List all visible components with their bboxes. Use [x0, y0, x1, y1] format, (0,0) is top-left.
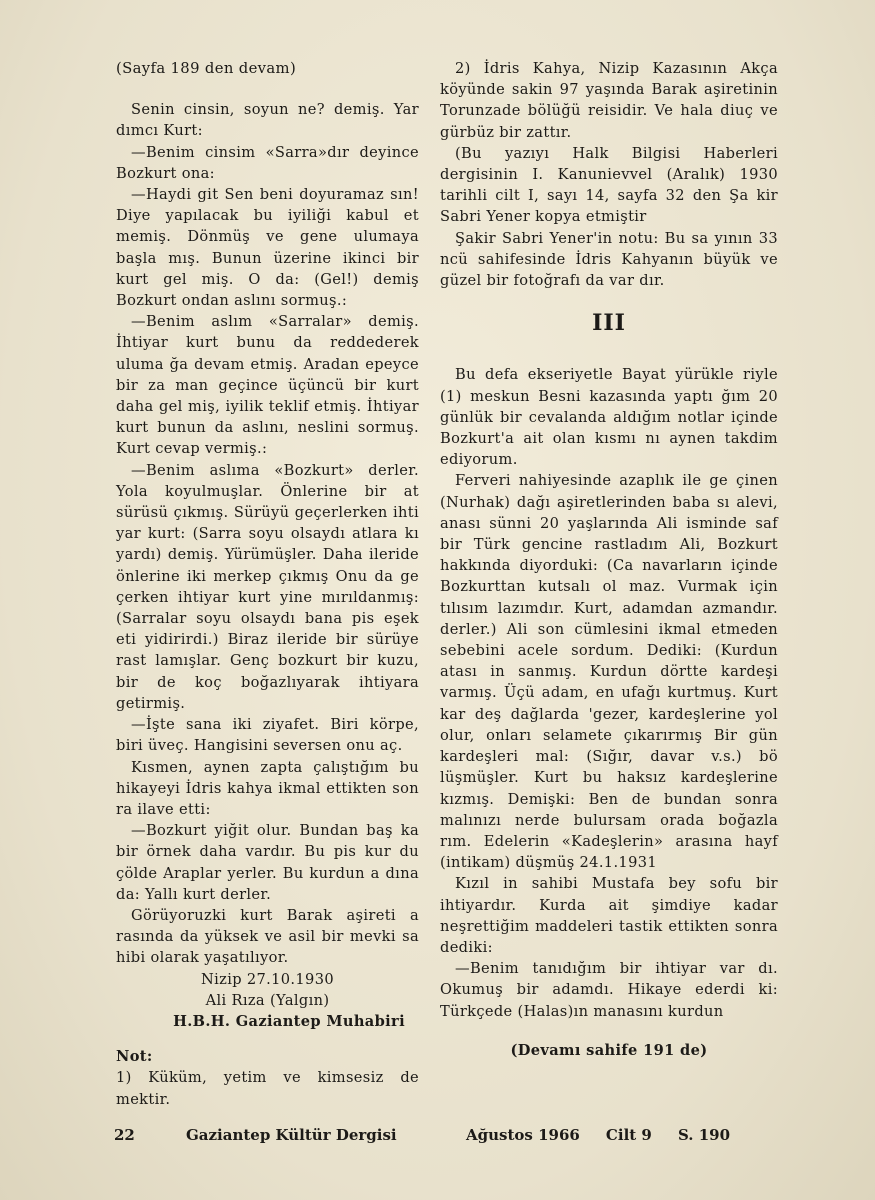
magazine-title: Gaziantep Kültür Dergisi [186, 1126, 397, 1144]
paragraph: —Benim aslıma «Bozkurt» derler. Yola koyulmuşlar. Önlerine bir at sürüsü çıkmış. Sürüyü geçerlerken ihti yar kurt: (Sarra soyu olsaydı atlara kı yardı) demiş. Yürümüşler. Daha ileride önlerine iki merkep çıkmış Onu da ge çerken ihtiyar kurt yine mırıldanmış: (Sarralar soyu olsaydı bana pis eşek eti yidirirdi.) Biraz ileride bir sürüye rast lamışlar. Genç bozkurt bir kuzu, bir de koç boğazlıyarak ihtiyara getirmiş. [116, 461, 419, 712]
signature-place-date: Nizip 27.10.1930 [201, 970, 334, 988]
continued-from-header: (Sayfa 189 den devam) [116, 60, 297, 77]
source-paragraph: (Bu yazıyı Halk Bilgisi Haberleri dergisinin I. Kanunievvel (Aralık) 1930 tarihli cilt I, sayı 14, sayfa 32 den Şa kir Sabri Yener kopya etmiştir [440, 144, 778, 226]
paragraph: —İşte sana iki ziyafet. Biri körpe, biri üveç. Hangisini seversen onu аç. [116, 716, 419, 755]
left-column [116, 58, 419, 1110]
issue-info: Ağustos 1966 Cilt 9 S. 190 [466, 1126, 731, 1144]
paragraph: Kısmen, aynen zapta çalıştığım bu hikayeyi İdris kahya ikmal ettikten son ra ilave etti: [116, 758, 419, 818]
paragraph: —Bozkurt yiğit olur. Bundan baş ka bir örnek daha vardır. Bu pis kur du çölde Araplar yerler. Bu kurdun a dına da: Yallı kurt derler. [116, 822, 419, 903]
signature-name: Ali Rıza (Yalgın) [205, 991, 330, 1009]
paragraph: —Haydi git Sen beni doyuramaz sın! Diye yapılacak bu iyiliği kabul et memiş. Dönmüş ve gene ulumaya başla mış. Bunun üzerine ikinci bir kurt gel miş. O da: (Gel!) demiş Bozkurt ondan aslını sormuş.: [116, 186, 419, 310]
paragraph: Kızıl in sahibi Mustafa bey sofu bir ihtiyardır. Kurda ait şimdiye kadar neşrettiğim maddeleri tastik ettikten sonra dediki: [440, 875, 778, 956]
signature-title: H.B.H. Gaziantep Muhabiri [173, 1012, 405, 1030]
paragraph: Bu defa ekseriyetle Bayat yürükle riyle (1) meskun Besni kazasında yaptı ğım 20 günlük bir cevalanda aldığım notlar içinde Bozkurt'a ait olan kısmı nı aynen takdim ediyorum. [440, 366, 778, 469]
paragraph: —Benim tanıdığım bir ihtiyar var dı. Okumuş bir adamdı. Hikaye ederdi ki: Türkçede (Halas)ın manasını kurdun [440, 960, 778, 1020]
section-number: III [592, 310, 626, 337]
footnote-paragraph: 2) İdris Kahya, Nizip Kazasının Akça köyünde sakin 97 yaşında Barak aşiretinin Torunzade bölüğü reisidir. Ve hala diuç ve gürbüz bir zattır. [440, 60, 778, 141]
right-column [440, 58, 778, 1061]
paragraph: Senin cinsin, soyun ne? demiş. Yar dımcı Kurt: [116, 101, 419, 140]
note-paragraph: Şakir Sabri Yener'in notu: Bu sa yının 33 ncü sahifesinde İdris Kahyanın büyük ve güzel bir fotoğrafı da var dır. [440, 229, 778, 290]
paragraph: Ferveri nahiyesinde azaplık ile ge çinen (Nurhak) dağı aşiretlerinden baba sı alevi, anası sünni 20 yaşlarında Ali isminde saf bir Türk gencine rastladım Ali, Bozkurt hakkında diyorduki: (Ca navarların içinde Bozkurttan kutsalı ol maz. Vurmak için tılısım lazımdır. Kurt, adamdan azmandır. derler.) Ali son cümlesini ikmal etmeden sebebini acele sordum. Dediki: (Kurdun atası in sanmış. Kurdun dörtte kardeşi varmış. Üçü adam, en ufağı kurtmuş. Kurt kar deş dağlarda 'gezer, kardeşlerine yol olur, onları selamete çıkarırmış Bir gün kardeşleri mal: (Sığır, davar v.s.) bö lüşmüşler. Kurt bu haksız kardeşlerine kızmış. Demişki: Ben de bundan sonra malınızı nerde bulursam orada boğazla rım. Edelerin «Kadeşlerin» arasına hayf (intikam) düşmüş 24.1.1931 [440, 472, 778, 872]
continuation-note: (Devamı sahife 191 de) [510, 1041, 708, 1059]
note-label: Not: [116, 1048, 153, 1066]
paragraph: Görüyoruzki kurt Barak aşireti a rasında da yüksek ve asil bir mevki sa hibi olarak yaşatılıyor. [116, 906, 419, 967]
paragraph: —Benim cinsim «Sarra»dır deyince Bozkurt ona: [116, 143, 419, 182]
paragraph: —Benim aslım «Sarralar» demiş. İhtiyar kurt bunu da reddederek uluma ğa devam etmiş. Aradan epeyce bir za man geçince üçüncü bir kurt daha gel miş, iyilik teklif etmiş. İhtiyar kurt bunun da aslını, neslini sormuş. Kurt cevap vermiş.: [116, 313, 419, 458]
note-text: 1) Küküm, yetim ve kimsesiz de mektir. [116, 1069, 419, 1108]
page-number: 22 [114, 1126, 135, 1144]
